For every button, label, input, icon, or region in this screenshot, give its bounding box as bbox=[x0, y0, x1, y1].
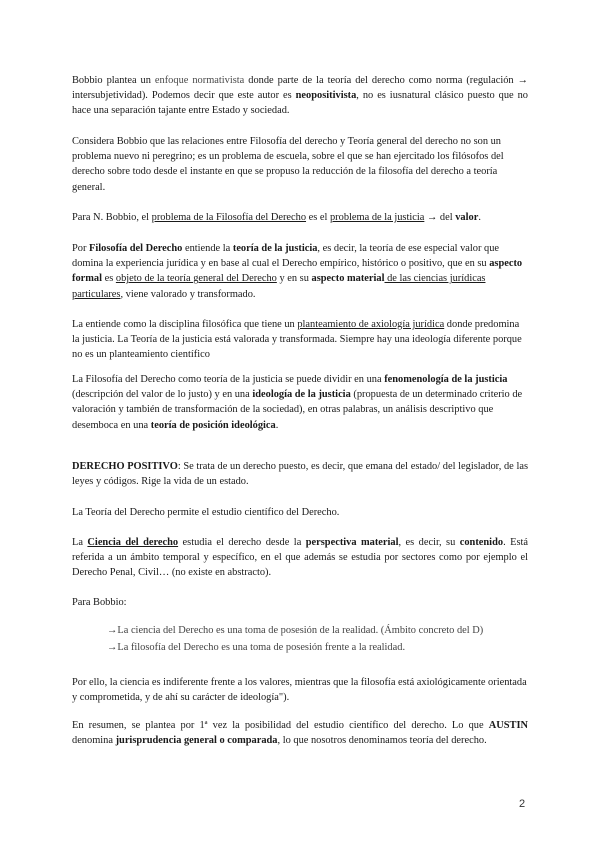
bold-term: aspecto formal bbox=[72, 258, 523, 285]
text: es el bbox=[306, 212, 330, 223]
text: , no es iusnatural clásico puesto que no hace una separación tajante entre Estado y sociedad. bbox=[72, 90, 528, 117]
underlined-term: planteamiento de axiología jurídica bbox=[297, 319, 445, 330]
paragraph-disciplina bbox=[72, 317, 528, 363]
text: Bobbio plantea un bbox=[72, 75, 155, 86]
paragraph-bobbio-enfoque bbox=[72, 73, 528, 119]
page-number: 2 bbox=[519, 798, 526, 810]
bold-term: AUSTIN bbox=[488, 720, 528, 731]
paragraph-teoria-justicia bbox=[72, 372, 528, 433]
paragraph-relaciones: Considera Bobbio que las relaciones entre Filosofía del derecho y Teoría general del derecho no son un problema nuevo ni peregrino; es un problema de escuela, sobre el que se han ejercitado los filósofos del derecho sobre todo desde el instante en que se propuso la reducción de la filosofía del derecho a teoría general. bbox=[72, 136, 504, 193]
bold-term: fenomenología de la justicia bbox=[384, 374, 508, 385]
bold-term: jurisprudencia general o comparada bbox=[115, 735, 278, 747]
text: (descripción del valor de lo justo) y en una bbox=[72, 389, 253, 401]
text: (propuesta de un determinado criterio de valoración y también de transformación de la sociedad), en otras palabras, un análisis descriptivo que desemboca en una bbox=[72, 389, 523, 431]
text: La entiende como la disciplina filosófica que tiene un bbox=[72, 319, 298, 330]
bold-term: neopositivista bbox=[295, 90, 357, 102]
bold-term: ideología de la justicia bbox=[252, 389, 351, 401]
paragraph-por-ello: Por ello, la ciencia es indiferente frente a los valores, mientras que la filosofía está axiológicamente orientada y comprometida, y de ahí su carácter de ideología"). bbox=[72, 677, 527, 704]
quote-line-filosofia: →La filosofía del Derecho es una toma de posesión frente a la realidad. bbox=[107, 642, 406, 653]
text: . Está referida a un ámbito temporal y específico, en el que además se estudia por sectores como por ejemplo el Derecho Penal, Civil… (no existe en abstracto). bbox=[72, 537, 528, 579]
text: entiende la bbox=[182, 243, 233, 254]
text: y en su bbox=[276, 273, 312, 285]
paragraph-problema bbox=[72, 210, 528, 225]
text: estudia el derecho desde la bbox=[178, 537, 306, 548]
bold-term: contenido bbox=[459, 537, 504, 548]
text: donde predomina la justicia. La Teoría de la justicia está valorada y transformada. Siempre hay una ideología diferente porque no es un planteamiento científico bbox=[72, 319, 522, 361]
text: En resumen, se plantea por 1ª vez la posibilidad del estudio científico del derecho. Lo que bbox=[72, 720, 489, 731]
text: , viene valorado y transformado. bbox=[120, 288, 256, 300]
underlined-term: objeto de la teoría general del Derecho bbox=[115, 273, 277, 285]
text: La Filosofía del Derecho como teoría de la justicia se puede dividir en una bbox=[72, 374, 385, 385]
text: denomina bbox=[72, 735, 116, 747]
paragraph-derecho-positivo bbox=[72, 459, 528, 489]
text: . bbox=[478, 212, 481, 223]
bold-term: perspectiva material bbox=[305, 537, 399, 548]
bold-term: valor bbox=[455, 212, 479, 223]
text: es bbox=[102, 273, 116, 285]
text: Para N. Bobbio, el bbox=[72, 212, 152, 223]
bold-term: DERECHO POSITIVO bbox=[72, 461, 178, 472]
text: Por bbox=[72, 243, 90, 254]
paragraph-filosofia-derecho bbox=[72, 241, 528, 302]
text: La bbox=[72, 537, 88, 548]
underlined-term: de las ciencias jurídicas particulares bbox=[72, 273, 486, 300]
text: , es decir, la teoría de ese especial valor que domina la experiencia jurídica y en base al cual el Derecho empírico, histórico o positivo, que en su bbox=[72, 243, 500, 270]
bold-term: teoría de la justicia bbox=[232, 243, 318, 254]
underlined-term: problema de la justicia bbox=[329, 212, 425, 223]
paragraph-teoria-derecho: La Teoría del Derecho permite el estudio científico del Derecho. bbox=[72, 507, 340, 518]
text: , lo que nosotros denominamos teoría del derecho. bbox=[277, 735, 487, 747]
text: , es decir, su bbox=[398, 537, 460, 548]
bold-term: Filosofía del Derecho bbox=[89, 243, 183, 254]
text: . bbox=[275, 419, 279, 431]
bold-term: Ciencia del derecho bbox=[87, 537, 179, 548]
text: enfoque normativista bbox=[154, 75, 245, 86]
bold-term: teoría de posición ideológica bbox=[150, 419, 276, 431]
text: donde parte de la teoría del derecho como norma (regulación → intersubjetividad). Podemos decir que este autor es bbox=[72, 75, 528, 102]
bold-term: aspecto material bbox=[311, 273, 385, 285]
underlined-term: problema de la Filosofía del Derecho bbox=[151, 212, 307, 223]
text: → del bbox=[424, 212, 456, 223]
text: : Se trata de un derecho puesto, es decir, que emana del estado/ del legislador, de las leyes y códigos. Rige la vida de un estado. bbox=[72, 461, 528, 488]
paragraph-ciencia-derecho bbox=[72, 535, 528, 581]
paragraph-para-bobbio: Para Bobbio: bbox=[72, 597, 127, 608]
paragraph-en-resumen bbox=[72, 718, 528, 748]
quote-line-ciencia: →La ciencia del Derecho es una toma de posesión de la realidad. (Ámbito concreto del D) bbox=[107, 625, 484, 636]
